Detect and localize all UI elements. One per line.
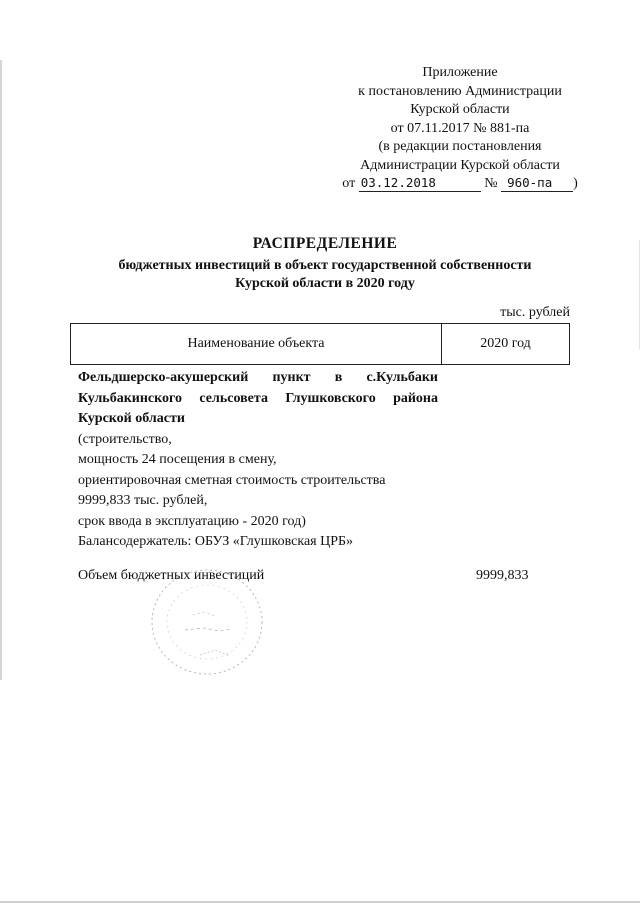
object-detail-line: мощность 24 посещения в смену, bbox=[78, 452, 277, 467]
appendix-line: от 07.11.2017 № 881-па bbox=[390, 120, 530, 136]
investment-volume-label: Объем бюджетных инвестиций bbox=[78, 568, 265, 583]
object-detail-line: срок ввода в эксплуатацию - 2020 год) bbox=[78, 513, 306, 529]
appendix-line: Курской области bbox=[410, 102, 510, 117]
appendix-date-line bbox=[335, 175, 585, 194]
appendix-line: к постановлению Администрации bbox=[358, 83, 562, 99]
object-title bbox=[78, 368, 438, 430]
scan-edge-left bbox=[0, 60, 2, 680]
document-title bbox=[60, 235, 590, 293]
appendix-line: (в редакции постановления bbox=[378, 139, 542, 154]
column-header-year: 2020 год bbox=[480, 336, 531, 351]
title-line: бюджетных инвестиций в объект государственной собственности bbox=[118, 258, 532, 273]
object-description bbox=[78, 368, 438, 553]
amendment-date: 03.12.2018 bbox=[359, 175, 481, 192]
number-prefix: № bbox=[484, 176, 498, 191]
investment-volume-value: 9999,833 bbox=[476, 568, 529, 583]
object-detail-line: (строительство, bbox=[78, 431, 172, 447]
object-title-line: Кульбакинского сельсовета Глушковского района bbox=[78, 390, 438, 406]
title-line: Курской области в 2020 году bbox=[235, 276, 415, 291]
units-label: тыс. рублей bbox=[500, 305, 570, 320]
object-detail-line: 9999,833 тыс. рублей, bbox=[78, 493, 208, 508]
object-title-line: Фельдшерско-акушерский пункт в с.Кульбаки bbox=[78, 370, 438, 385]
table-header bbox=[70, 323, 570, 365]
appendix-header bbox=[335, 64, 585, 194]
column-header-name: Наименование объекта bbox=[71, 324, 442, 364]
scan-edge-bottom bbox=[0, 901, 640, 903]
appendix-line: Администрации Курской области bbox=[360, 157, 560, 173]
closing-paren: ) bbox=[573, 176, 578, 191]
object-detail-line: ориентировочная сметная стоимость строительства bbox=[78, 472, 386, 488]
date-prefix: от bbox=[342, 176, 356, 191]
object-title-line: Курской области bbox=[78, 411, 185, 426]
amendment-number: 960-па bbox=[501, 175, 573, 192]
title-main: РАСПРЕДЕЛЕНИЕ bbox=[252, 235, 398, 252]
object-detail-line: Балансодержатель: ОБУЗ «Глушковская ЦРБ» bbox=[78, 534, 354, 549]
appendix-line: Приложение bbox=[422, 65, 498, 80]
